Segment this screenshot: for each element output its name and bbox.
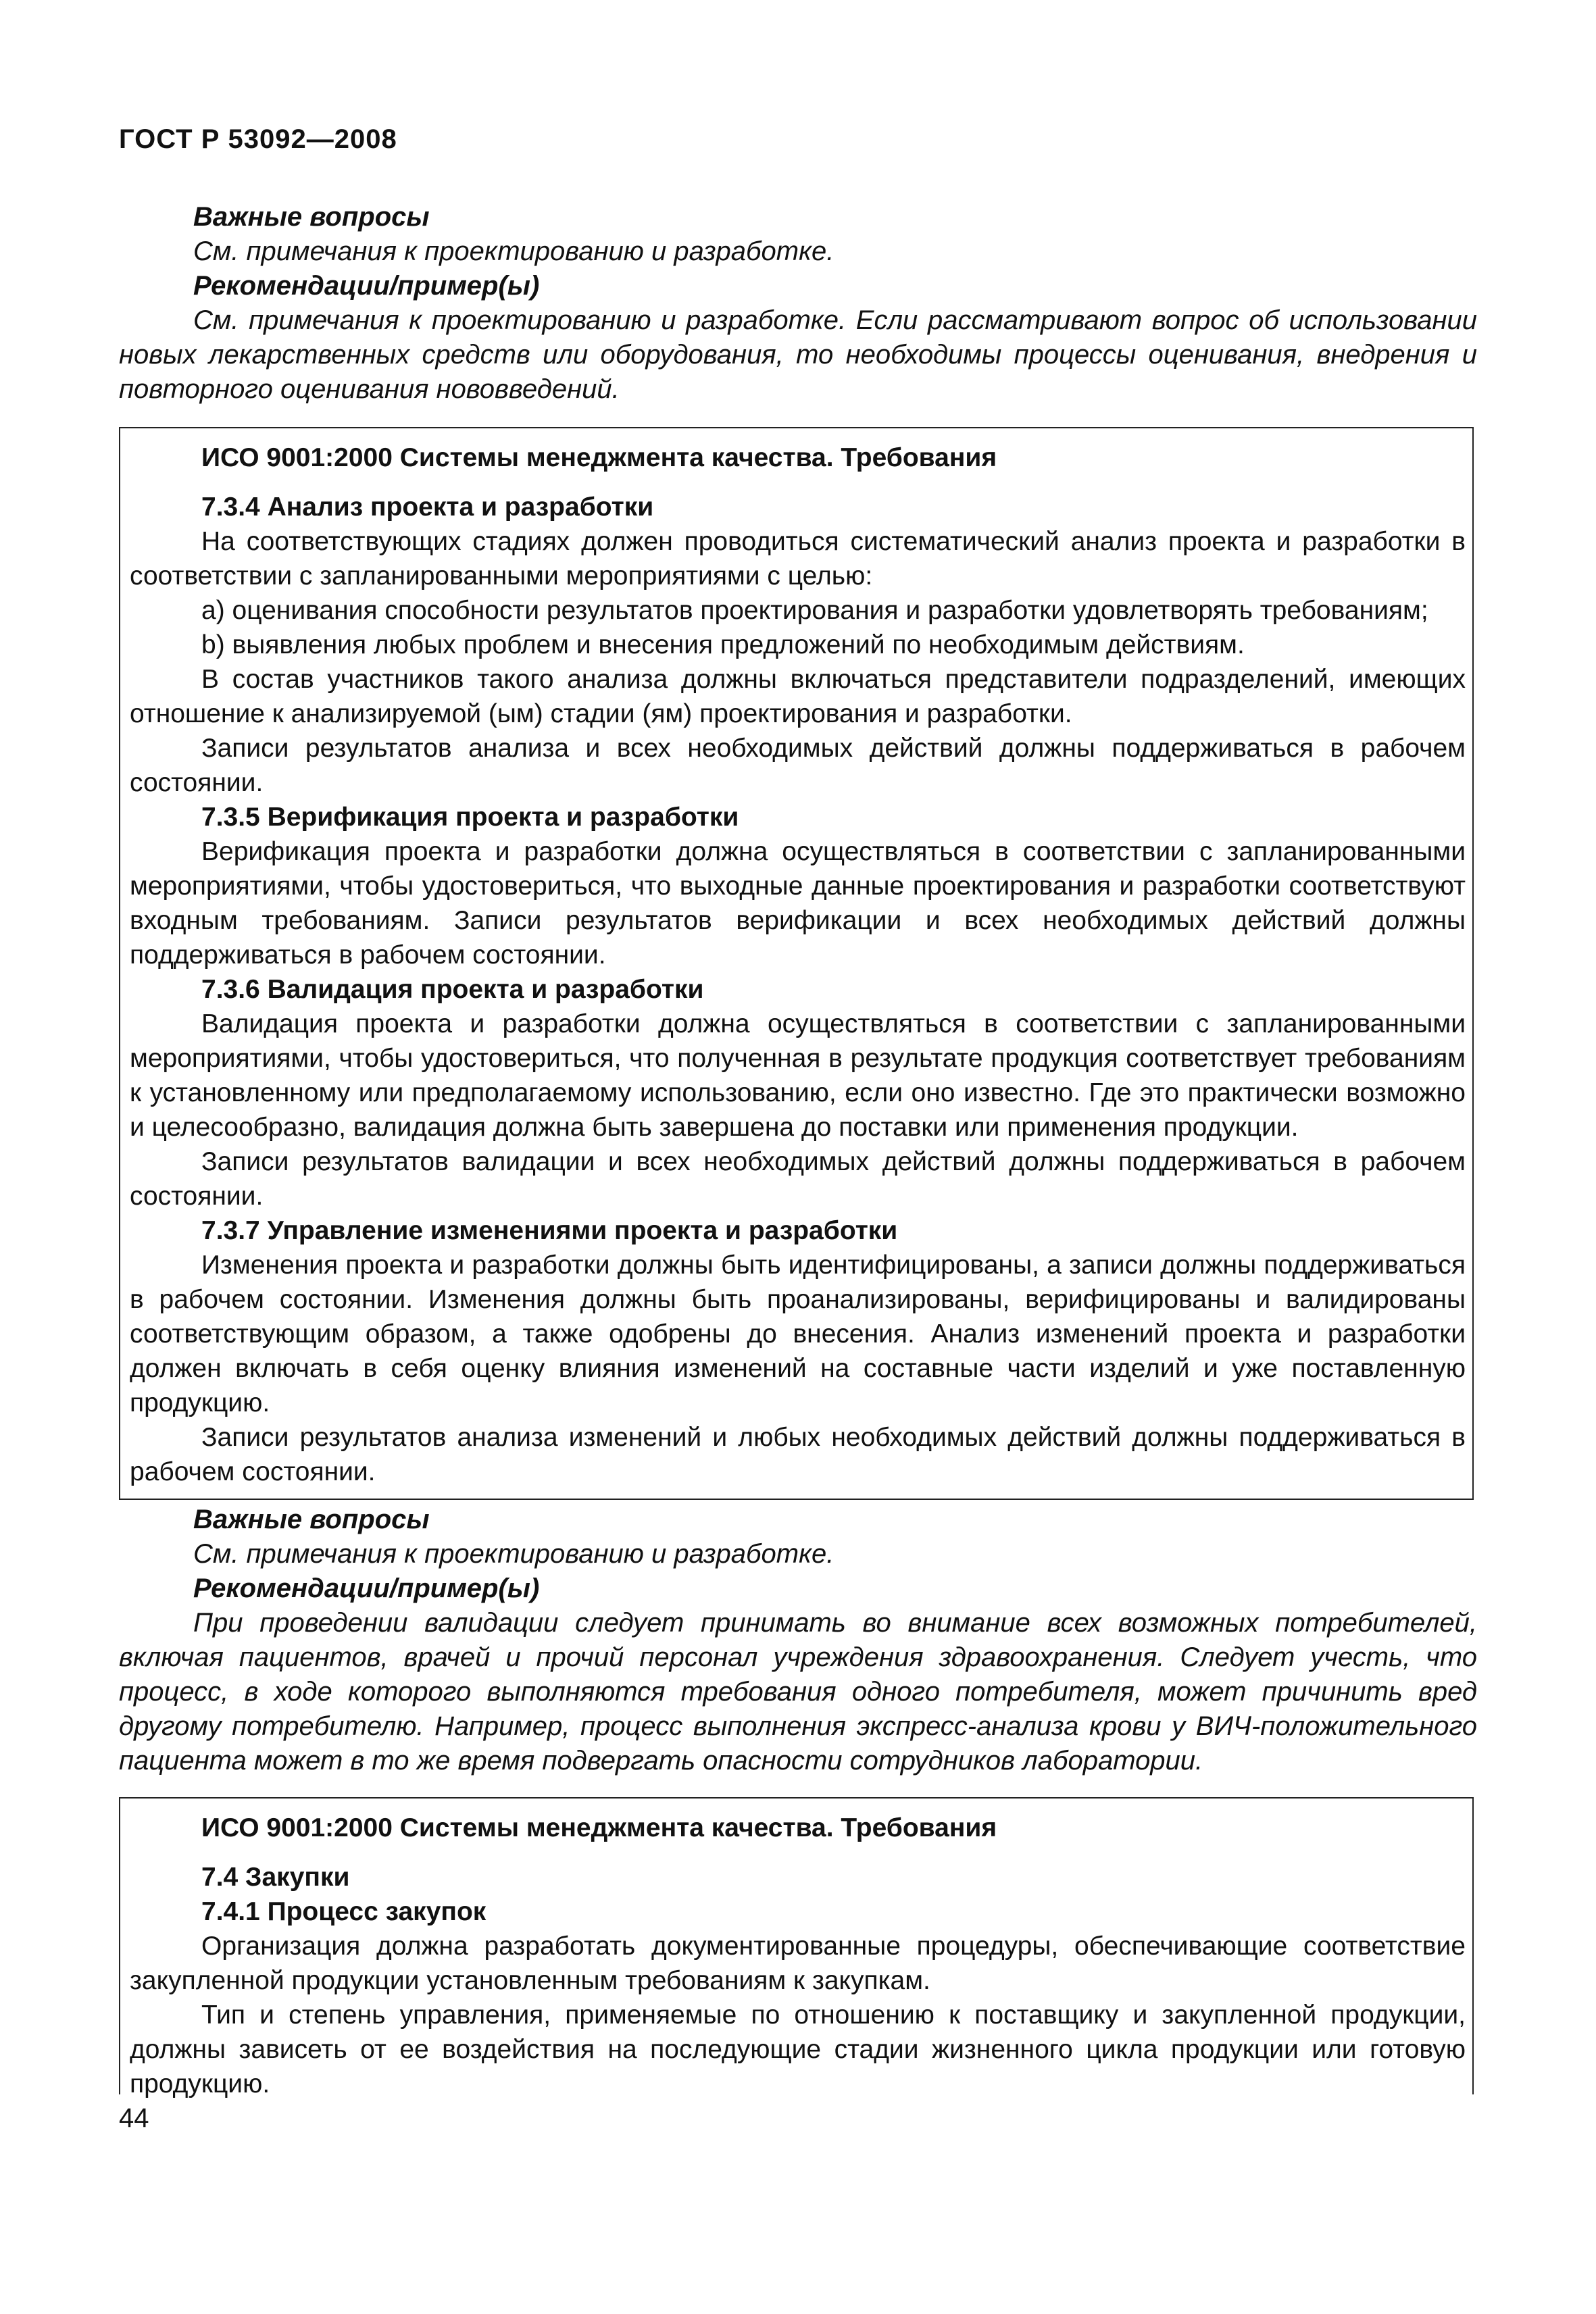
section-7-3-7-heading: 7.3.7 Управление изменениями проекта и разработки (201, 1216, 898, 1245)
section-paragraph: Записи результатов валидации и всех необходимых действий должны поддерживаться в рабочем состоянии. (130, 1147, 1466, 1211)
iso-requirements-box-2 (119, 1797, 1474, 2098)
section-7-4-1-heading: 7.4.1 Процесс закупок (201, 1897, 487, 1926)
document-header: ГОСТ Р 53092—2008 (119, 124, 397, 154)
box-title: ИСО 9001:2000 Системы менеджмента качества. Требования (201, 1813, 997, 1842)
important-text: См. примечания к проектированию и разработке. (193, 1539, 834, 1569)
page-number: 44 (119, 2103, 149, 2133)
section-paragraph: Организация должна разработать документированные процедуры, обеспечивающие соответствие закупленной продукции установленным требованиям к закупкам. (130, 1932, 1466, 1995)
important-heading: Важные вопросы (193, 1505, 430, 1534)
section-paragraph: Верификация проекта и разработки должна осуществляться в соответствии с запланированными мероприятиями, чтобы удостовериться, что выходные данные проектирования и разработки соответствуют входным требованиям. Записи результатов верификации и всех необходимых действий должны поддерживаться в рабочем состоянии. (130, 837, 1466, 970)
section-7-3-6-heading: 7.3.6 Валидация проекта и разработки (201, 975, 704, 1004)
list-item-a: а) оценивания способности результатов проектирования и разработки удовлетворять требованиям; (201, 596, 1428, 625)
recommendations-heading: Рекомендации/пример(ы) (193, 271, 540, 301)
iso-requirements-box-1 (119, 427, 1474, 1500)
box-title: ИСО 9001:2000 Системы менеджмента качества. Требования (201, 443, 997, 472)
section-7-4-heading: 7.4 Закупки (201, 1863, 350, 1892)
important-text: См. примечания к проектированию и разработке. (193, 236, 834, 266)
section-paragraph: Валидация проекта и разработки должна осуществляться в соответствии с запланированными мероприятиями, чтобы удостовериться, что полученная в результате продукция соответствует требованиям к установленному или предполагаемому использованию, если оно известно. Где это практически возможно и целесообразно, валидация должна быть завершена до поставки или применения продукции. (130, 1009, 1466, 1142)
section-paragraph: Записи результатов анализа и всех необходимых действий должны поддерживаться в рабочем состоянии. (130, 734, 1466, 797)
section-paragraph: В состав участников такого анализа должны включаться представители подразделений, имеющих отношение к анализируемой (ым) стадии (ям) проектирования и разработки. (130, 665, 1466, 728)
notes-block-2 (119, 1503, 1477, 1778)
section-paragraph: Записи результатов анализа изменений и любых необходимых действий должны поддерживаться в рабочем состоянии. (130, 1423, 1466, 1486)
section-paragraph: Изменения проекта и разработки должны быть идентифицированы, а записи должны поддерживаться в рабочем состоянии. Изменения должны быть проанализированы, верифицированы и валидированы соответствующим образом, а также одобрены до внесения. Анализ изменений проекта и разработки должен включать в себя оценку влияния изменений на составные части изделий и уже поставленную продукцию. (130, 1251, 1466, 1417)
important-heading: Важные вопросы (193, 202, 430, 232)
list-item-b: b) выявления любых проблем и внесения предложений по необходимым действиям. (201, 630, 1245, 659)
recommendations-text: См. примечания к проектированию и разработке. Если рассматривают вопрос об использовании новых лекарственных средств или оборудования, то необходимы процессы оценивания, внедрения и повторного оценивания нововведений. (119, 305, 1477, 404)
recommendations-text: При проведении валидации следует принимать во внимание всех возможных потребителей, включая пациентов, врачей и прочий персонал учреждения здравоохранения. Следует учесть, что процесс, в ходе которого выполняются требования одного потребителя, может причинить вред другому потребителю. Например, процесс выполнения экспресс-анализа крови у ВИЧ-положительного пациента может в то же время подвергать опасности сотрудников лаборатории. (119, 1608, 1477, 1776)
section-paragraph: На соответствующих стадиях должен проводиться систематический анализ проекта и разработки в соответствии с запланированными мероприятиями с целью: (130, 527, 1466, 590)
section-7-3-5-heading: 7.3.5 Верификация проекта и разработки (201, 803, 739, 832)
section-paragraph: Тип и степень управления, применяемые по отношению к поставщику и закупленной продукции, должны зависеть от ее воздействия на последующие стадии жизненного цикла продукции или готовую продукцию. (130, 2001, 1466, 2098)
section-7-3-4-heading: 7.3.4 Анализ проекта и разработки (201, 493, 654, 522)
recommendations-heading: Рекомендации/пример(ы) (193, 1574, 540, 1603)
notes-block-1 (119, 200, 1477, 407)
